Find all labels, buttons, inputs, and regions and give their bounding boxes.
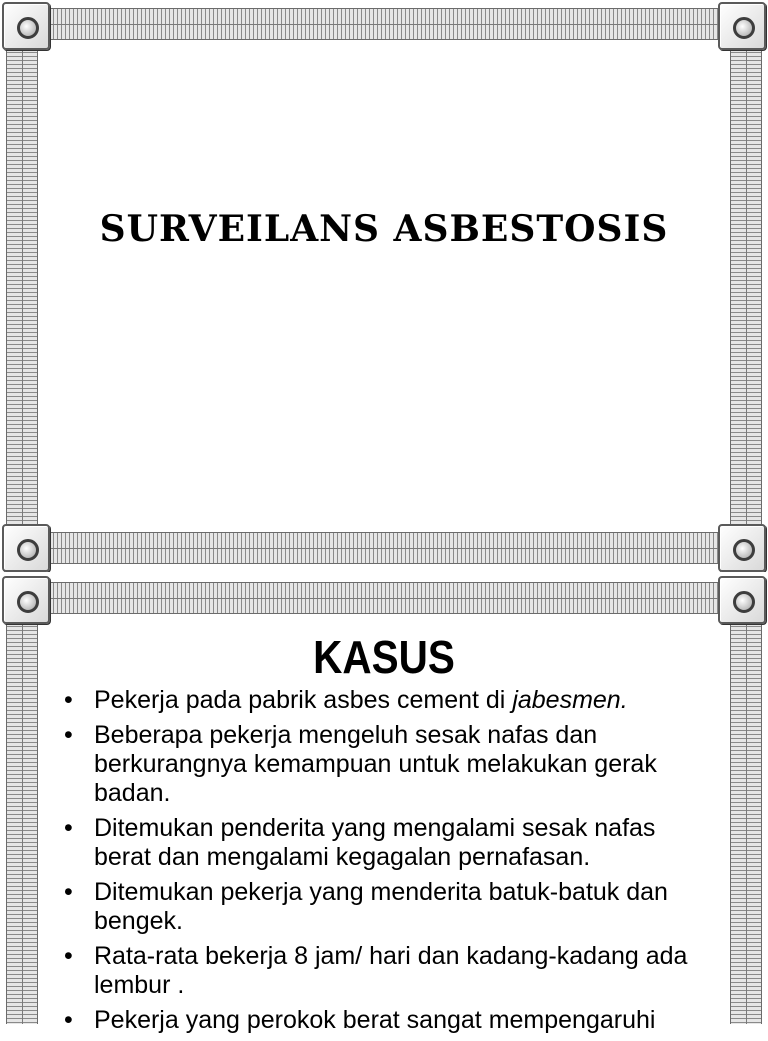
corner-rivet-icon bbox=[2, 524, 50, 572]
corner-rivet-icon bbox=[718, 576, 766, 624]
list-item bbox=[64, 721, 694, 808]
bullet-icon: • bbox=[64, 878, 73, 906]
frame-left-rail bbox=[6, 50, 38, 526]
corner-rivet-icon bbox=[718, 524, 766, 572]
bullet-icon: • bbox=[64, 686, 73, 714]
bullet-text: Pekerja pada pabrik asbes cement di bbox=[94, 686, 513, 714]
bullet-text: Pekerja yang perokok berat sangat mempengaruhi bbox=[94, 1006, 656, 1034]
bullet-icon: • bbox=[64, 814, 73, 842]
frame-top-rail bbox=[44, 8, 724, 40]
frame-right-rail bbox=[730, 50, 762, 526]
list-item bbox=[64, 942, 694, 1000]
bullet-emphasis: jabesmen. bbox=[512, 686, 628, 714]
list-item bbox=[64, 1006, 694, 1035]
bullet-icon: • bbox=[64, 942, 73, 970]
list-item bbox=[64, 686, 694, 715]
corner-rivet-icon bbox=[2, 576, 50, 624]
bullet-text: Ditemukan penderita yang mengalami sesak nafas berat dan mengalami kegagalan pernafasan. bbox=[94, 814, 656, 871]
frame-left-rail bbox=[6, 624, 38, 1024]
frame-right-rail bbox=[730, 624, 762, 1024]
corner-rivet-icon bbox=[2, 2, 50, 50]
bullet-text: Ditemukan pekerja yang menderita batuk-batuk dan bengek. bbox=[94, 878, 668, 935]
frame-bottom-rail bbox=[44, 532, 724, 564]
bullet-icon: • bbox=[64, 721, 73, 749]
bullet-text: Beberapa pekerja mengeluh sesak nafas dan berkurangnya kemampuan untuk melakukan gerak badan. bbox=[94, 721, 657, 807]
frame-top-rail bbox=[44, 582, 724, 614]
list-item bbox=[64, 814, 694, 872]
corner-rivet-icon bbox=[718, 2, 766, 50]
slide-title: SURVEILANS ASBESTOSIS bbox=[99, 208, 669, 250]
bullet-icon: • bbox=[64, 1006, 73, 1034]
slide-title: KASUS bbox=[313, 631, 455, 683]
bullet-list bbox=[64, 686, 694, 1041]
list-item bbox=[64, 878, 694, 936]
bullet-text: Rata-rata bekerja 8 jam/ hari dan kadang-kadang ada lembur . bbox=[94, 942, 688, 999]
